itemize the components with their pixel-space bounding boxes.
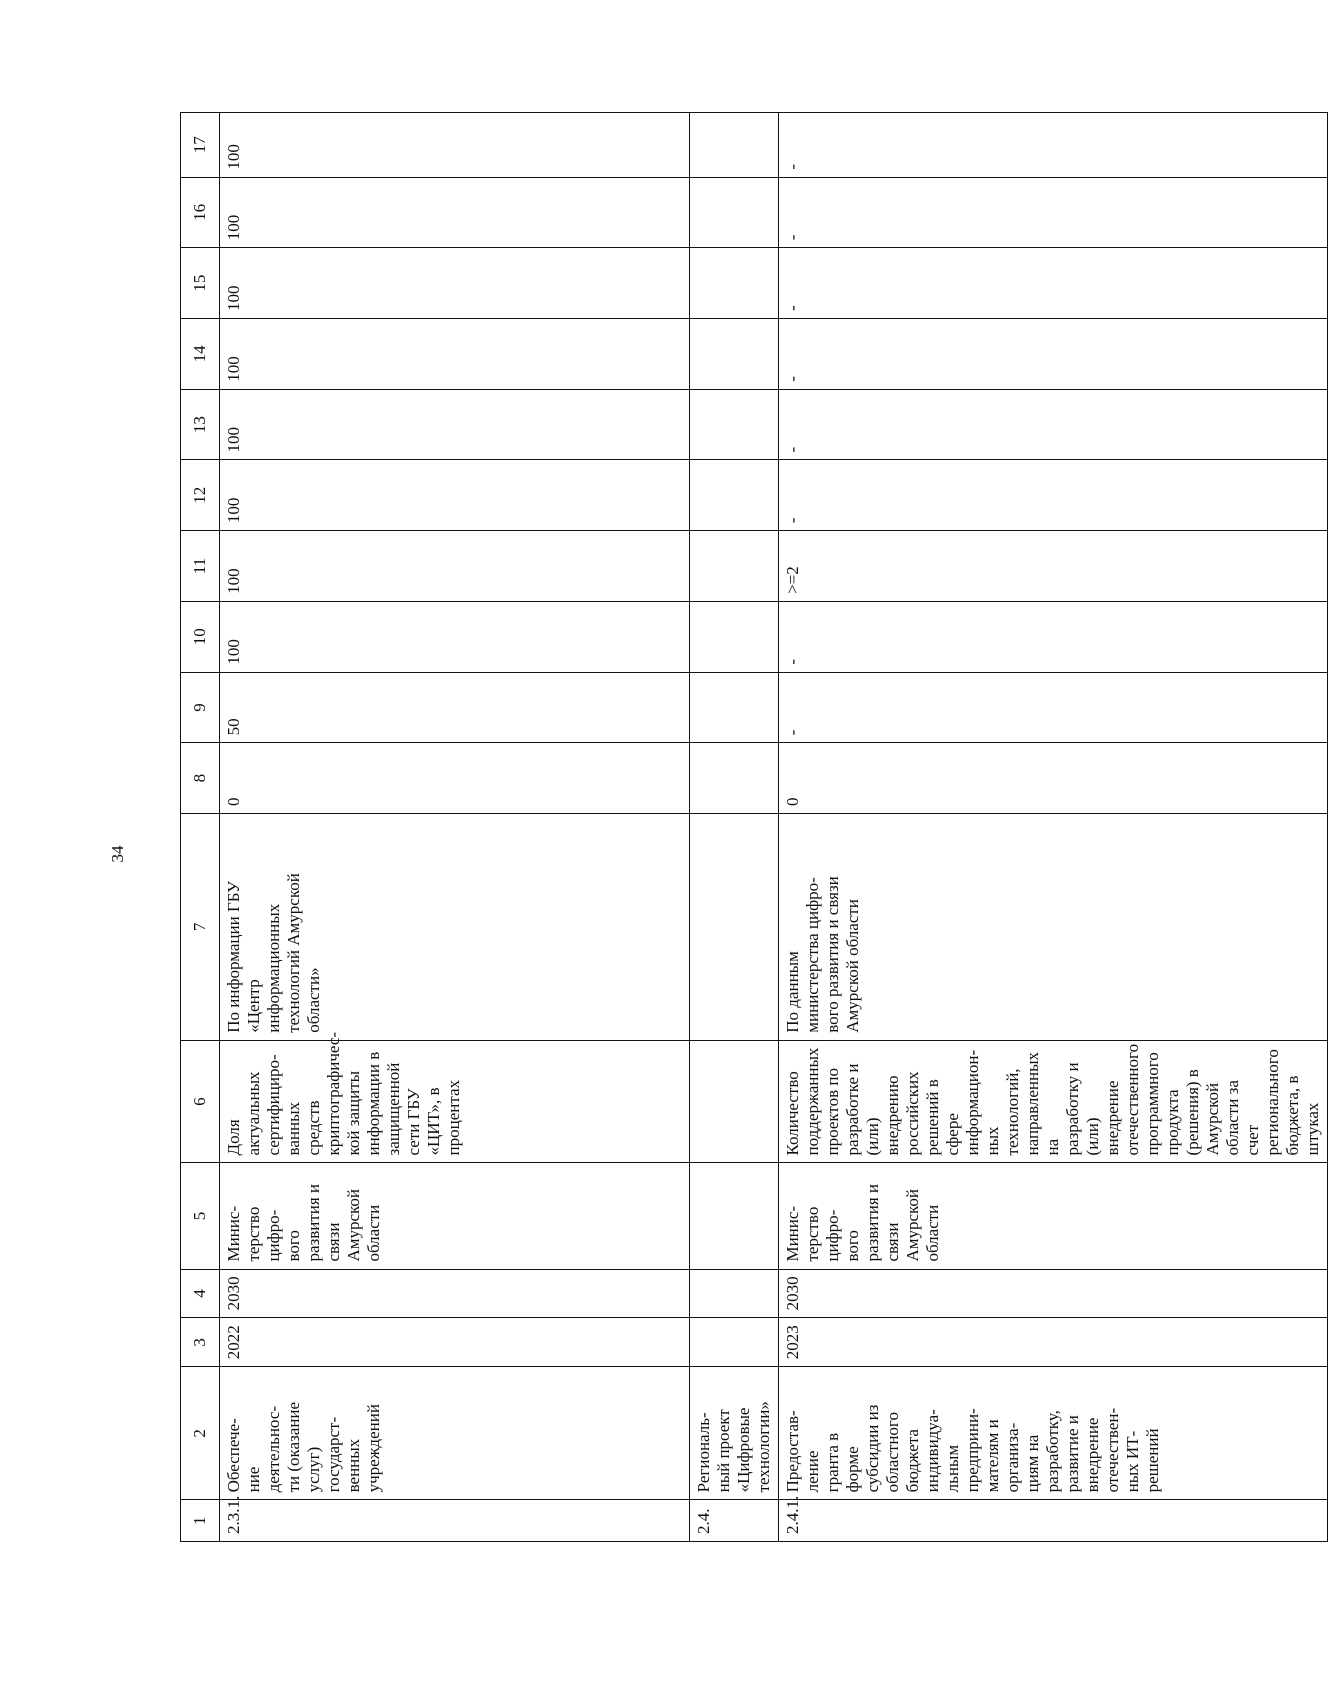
value-cell: 100 — [220, 531, 690, 602]
value-cell: - — [779, 460, 1328, 531]
executor-cell: Минис- терство цифро- вого развития и связи Амурской области — [779, 1163, 1328, 1269]
header-cell: 12 — [181, 460, 220, 531]
value-cell: 100 — [220, 113, 690, 178]
executor-cell — [690, 1163, 779, 1269]
activity-name-cell: Региональ- ный проект «Цифровые технологии» — [690, 1367, 779, 1500]
indicator-cell — [690, 1040, 779, 1163]
header-cell: 9 — [181, 672, 220, 743]
value-cell — [690, 248, 779, 319]
start-year-cell: 2022 — [220, 1318, 690, 1367]
value-cell: 100 — [220, 319, 690, 390]
value-cell: - — [779, 319, 1328, 390]
header-cell: 17 — [181, 113, 220, 178]
header-row — [181, 113, 220, 1542]
header-cell: 11 — [181, 531, 220, 602]
indicators-table — [180, 112, 1328, 1542]
table-row — [220, 113, 690, 1542]
value-cell: 50 — [220, 672, 690, 743]
table-row — [690, 113, 779, 1542]
value-cell: - — [779, 248, 1328, 319]
executor-cell: Минис- терство цифро- вого развития и связи Амурской области — [220, 1163, 690, 1269]
header-cell: 2 — [181, 1367, 220, 1500]
indicator-cell: Количество поддержанных проектов по разработке и (или) внедрению российских решений в сфере информацион- ных технологий, направленных на разработку и (или) внедрение отечественного программного продукта (решения) в Амурской области за счет регионального бюджета, в штуках — [779, 1040, 1328, 1163]
page-number: 34 — [108, 845, 127, 863]
row-number-cell: 2.4.1. — [779, 1500, 1328, 1542]
source-cell: По информации ГБУ «Центр информационных технологий Амурской области» — [220, 814, 690, 1041]
header-cell: 5 — [181, 1163, 220, 1269]
indicator-cell: Доля актуальных сертифициро- ванных средств криптографичес- кой защиты информации в защищенной сети ГБУ «ЦИТ», в процентах — [220, 1040, 690, 1163]
end-year-cell — [690, 1269, 779, 1318]
value-cell: - — [779, 177, 1328, 248]
source-cell: По данным министерства цифро- вого развития и связи Амурской области — [779, 814, 1328, 1041]
value-cell — [690, 531, 779, 602]
value-cell: - — [779, 389, 1328, 460]
header-cell: 4 — [181, 1269, 220, 1318]
value-cell — [690, 113, 779, 178]
end-year-cell: 2030 — [220, 1269, 690, 1318]
value-cell — [690, 672, 779, 743]
value-cell: 0 — [220, 743, 690, 814]
value-cell: 100 — [220, 460, 690, 531]
value-cell: 0 — [779, 743, 1328, 814]
header-cell: 8 — [181, 743, 220, 814]
table-container — [180, 112, 1322, 1542]
header-cell: 13 — [181, 389, 220, 460]
source-cell — [690, 814, 779, 1041]
value-cell: >=2 — [779, 531, 1328, 602]
row-number-cell: 2.4. — [690, 1500, 779, 1542]
value-cell — [690, 601, 779, 672]
value-cell — [690, 389, 779, 460]
header-cell: 15 — [181, 248, 220, 319]
value-cell — [690, 460, 779, 531]
table-row — [779, 113, 1328, 1542]
header-cell: 3 — [181, 1318, 220, 1367]
start-year-cell: 2023 — [779, 1318, 1328, 1367]
activity-name-cell: Обеспече- ние деятельнос- ти (оказание услуг) государст- венных учреждений — [220, 1367, 690, 1500]
value-cell: 100 — [220, 248, 690, 319]
header-cell: 1 — [181, 1500, 220, 1542]
header-cell: 6 — [181, 1040, 220, 1163]
header-cell: 14 — [181, 319, 220, 390]
value-cell: 100 — [220, 389, 690, 460]
value-cell — [690, 319, 779, 390]
end-year-cell: 2030 — [779, 1269, 1328, 1318]
value-cell: - — [779, 113, 1328, 178]
row-number-cell: 2.3.1. — [220, 1500, 690, 1542]
value-cell: - — [779, 601, 1328, 672]
value-cell: 100 — [220, 601, 690, 672]
value-cell: 100 — [220, 177, 690, 248]
value-cell: - — [779, 672, 1328, 743]
header-cell: 16 — [181, 177, 220, 248]
value-cell — [690, 177, 779, 248]
header-cell: 7 — [181, 814, 220, 1041]
header-cell: 10 — [181, 601, 220, 672]
value-cell — [690, 743, 779, 814]
start-year-cell — [690, 1318, 779, 1367]
activity-name-cell: Предостав- ление гранта в форме субсидии из областного бюджета индивидуа- льным предприни- мателям и организа- циям на разработку, развитие и внедрение отечествен- ных ИТ- решений — [779, 1367, 1328, 1500]
